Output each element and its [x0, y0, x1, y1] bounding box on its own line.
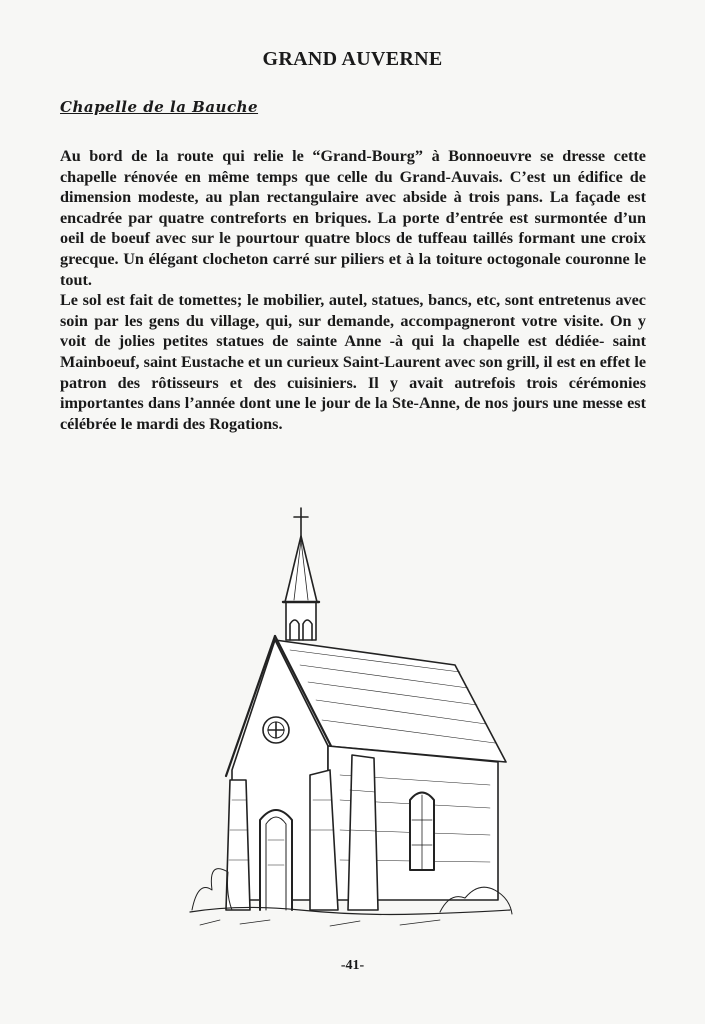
paragraph: Le sol est fait de tomettes; le mobilier, autel, statues, bancs, etc, sont entretenus avec soin par les gens du village, qui, sur demande, accompagneront votre visite. On y voit de jolies petites statues de sainte Anne -à qui la chapelle est dédiée- saint Mainboeuf, saint Eustache et un curieux Saint-Laurent avec son grill, il est en effet le patron des rôtisseurs et des cuisiniers. Il y avait autrefois trois cérémonies importantes dans l’année dont une le jour de la Ste-Anne, de nos jours une messe est célébrée le mardi des Rogations.: [60, 291, 647, 433]
page-title: GRAND AUVERNE: [262, 48, 443, 70]
chapel-illustration: [180, 500, 520, 930]
body-text: [60, 146, 646, 434]
paragraph: Au bord de la route qui relie le “Grand-Bourg” à Bonnoeuvre se dresse cette chapelle rénovée en même temps que celle du Grand-Auvais. C’est un édifice de dimension modeste, au plan rectangulaire avec abside à trois pans. La façade est encadrée par quatre contreforts en briques. La porte d’entrée est surmontée d’un oeil de boeuf avec sur le pourtour quatre blocs de tuffeau taillés formant une croix grecque. Un élégant clocheton carré sur piliers et à la toiture octogonale couronne le tout.: [60, 147, 646, 289]
page-number: -41-: [340, 958, 365, 973]
section-heading: Chapelle de la Bauche: [60, 98, 259, 116]
